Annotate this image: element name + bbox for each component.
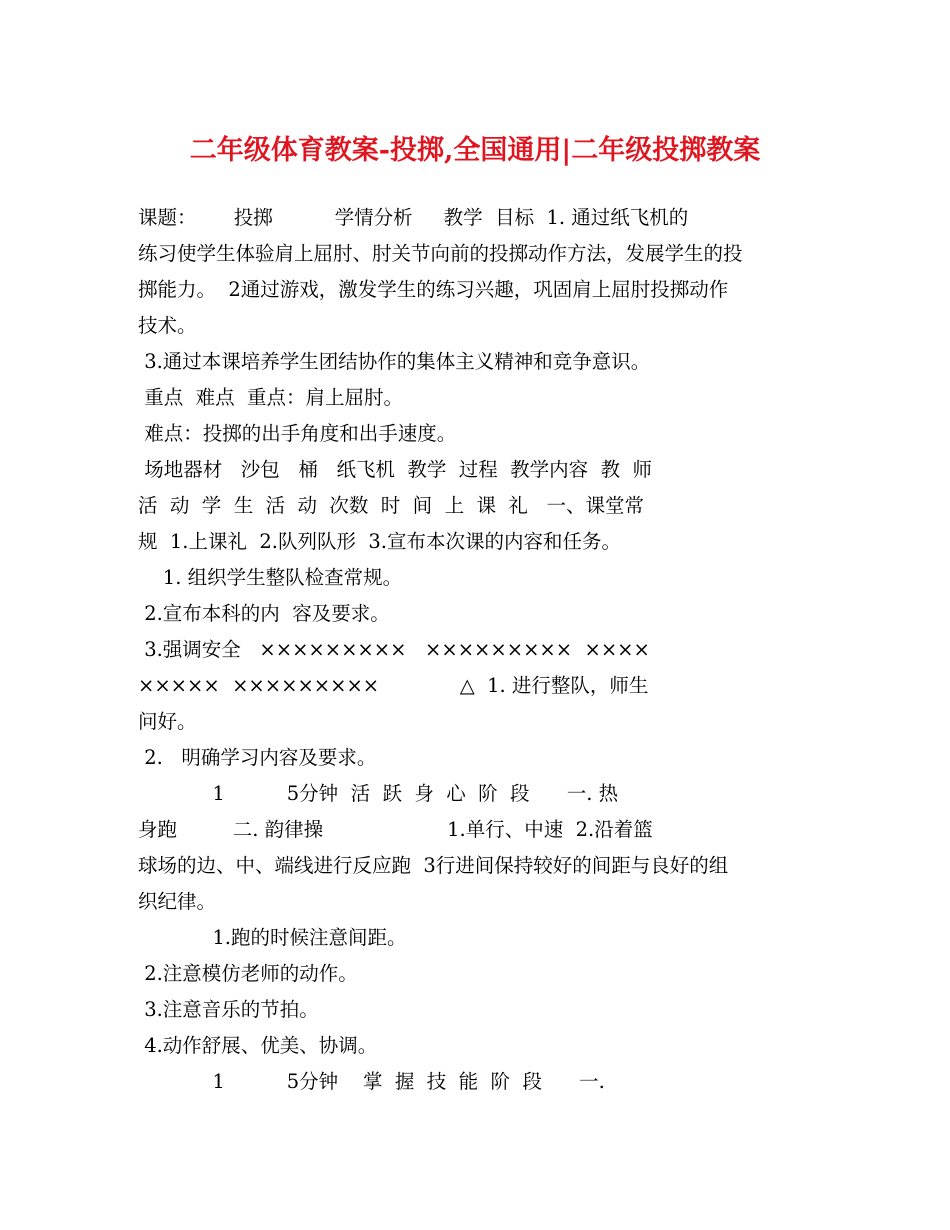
text-line: 织纪律。: [138, 890, 217, 913]
text-line: 掷能力。 2通过游戏，激发学生的练习兴趣，巩固肩上屈肘投掷动作: [138, 278, 729, 301]
text-line: ××××× ××××××××× △ 1. 进行整队，师生: [138, 674, 649, 697]
text-line: 4.动作舒展、优美、协调。: [138, 1034, 378, 1057]
text-line: 活 动 学 生 活 动 次数 时 间 上 课 礼 一、课堂常: [138, 494, 644, 517]
document-title: 二年级体育教案-投掷,全国通用|二年级投掷教案: [189, 135, 761, 166]
text-line: 练习使学生体验肩上屈肘、肘关节向前的投掷动作方法，发展学生的投: [138, 242, 743, 265]
text-line: 技术。: [138, 314, 197, 337]
text-line: 1. 组织学生整队检查常规。: [138, 566, 403, 589]
text-line: 3.通过本课培养学生团结协作的集体主义精神和竞争意识。: [138, 350, 651, 373]
text-line: 1 5分钟 活 跃 身 心 阶 段 一. 热: [138, 782, 619, 805]
text-line: 规 1.上课礼 2.队列队形 3.宣布本次课的内容和任务。: [138, 530, 622, 553]
text-line: 球场的边、中、端线进行反应跑 3行进间保持较好的间距与良好的组: [138, 854, 729, 877]
text-line: 1 5分钟 掌 握 技 能 阶 段 一.: [138, 1070, 605, 1093]
text-line: 身跑 二. 韵律操 1.单行、中速 2.沿着篮: [138, 818, 653, 841]
text-line: 难点：投掷的出手角度和出手速度。: [138, 422, 457, 445]
text-line: 2. 明确学习内容及要求。: [138, 746, 377, 769]
text-line: 场地器材 沙包 桶 纸飞机 教学 过程 教学内容 教 师: [138, 458, 652, 481]
text-line: 重点 难点 重点：肩上屈肘。: [138, 386, 403, 409]
text-line: 3.强调安全 ××××××××× ××××××××× ××××: [138, 638, 650, 661]
text-line: 2.宣布本科的内 容及要求。: [138, 602, 390, 625]
text-line: 问好。: [138, 710, 197, 733]
text-line: 2.注意模仿老师的动作。: [138, 962, 358, 985]
text-line: 1.跑的时候注意间距。: [138, 926, 407, 949]
text-line: 3.注意音乐的节拍。: [138, 998, 319, 1021]
text-line: 课题： 投掷 学情分析 教学 目标 1. 通过纸飞机的: [138, 206, 689, 229]
document-body: [138, 200, 816, 1100]
